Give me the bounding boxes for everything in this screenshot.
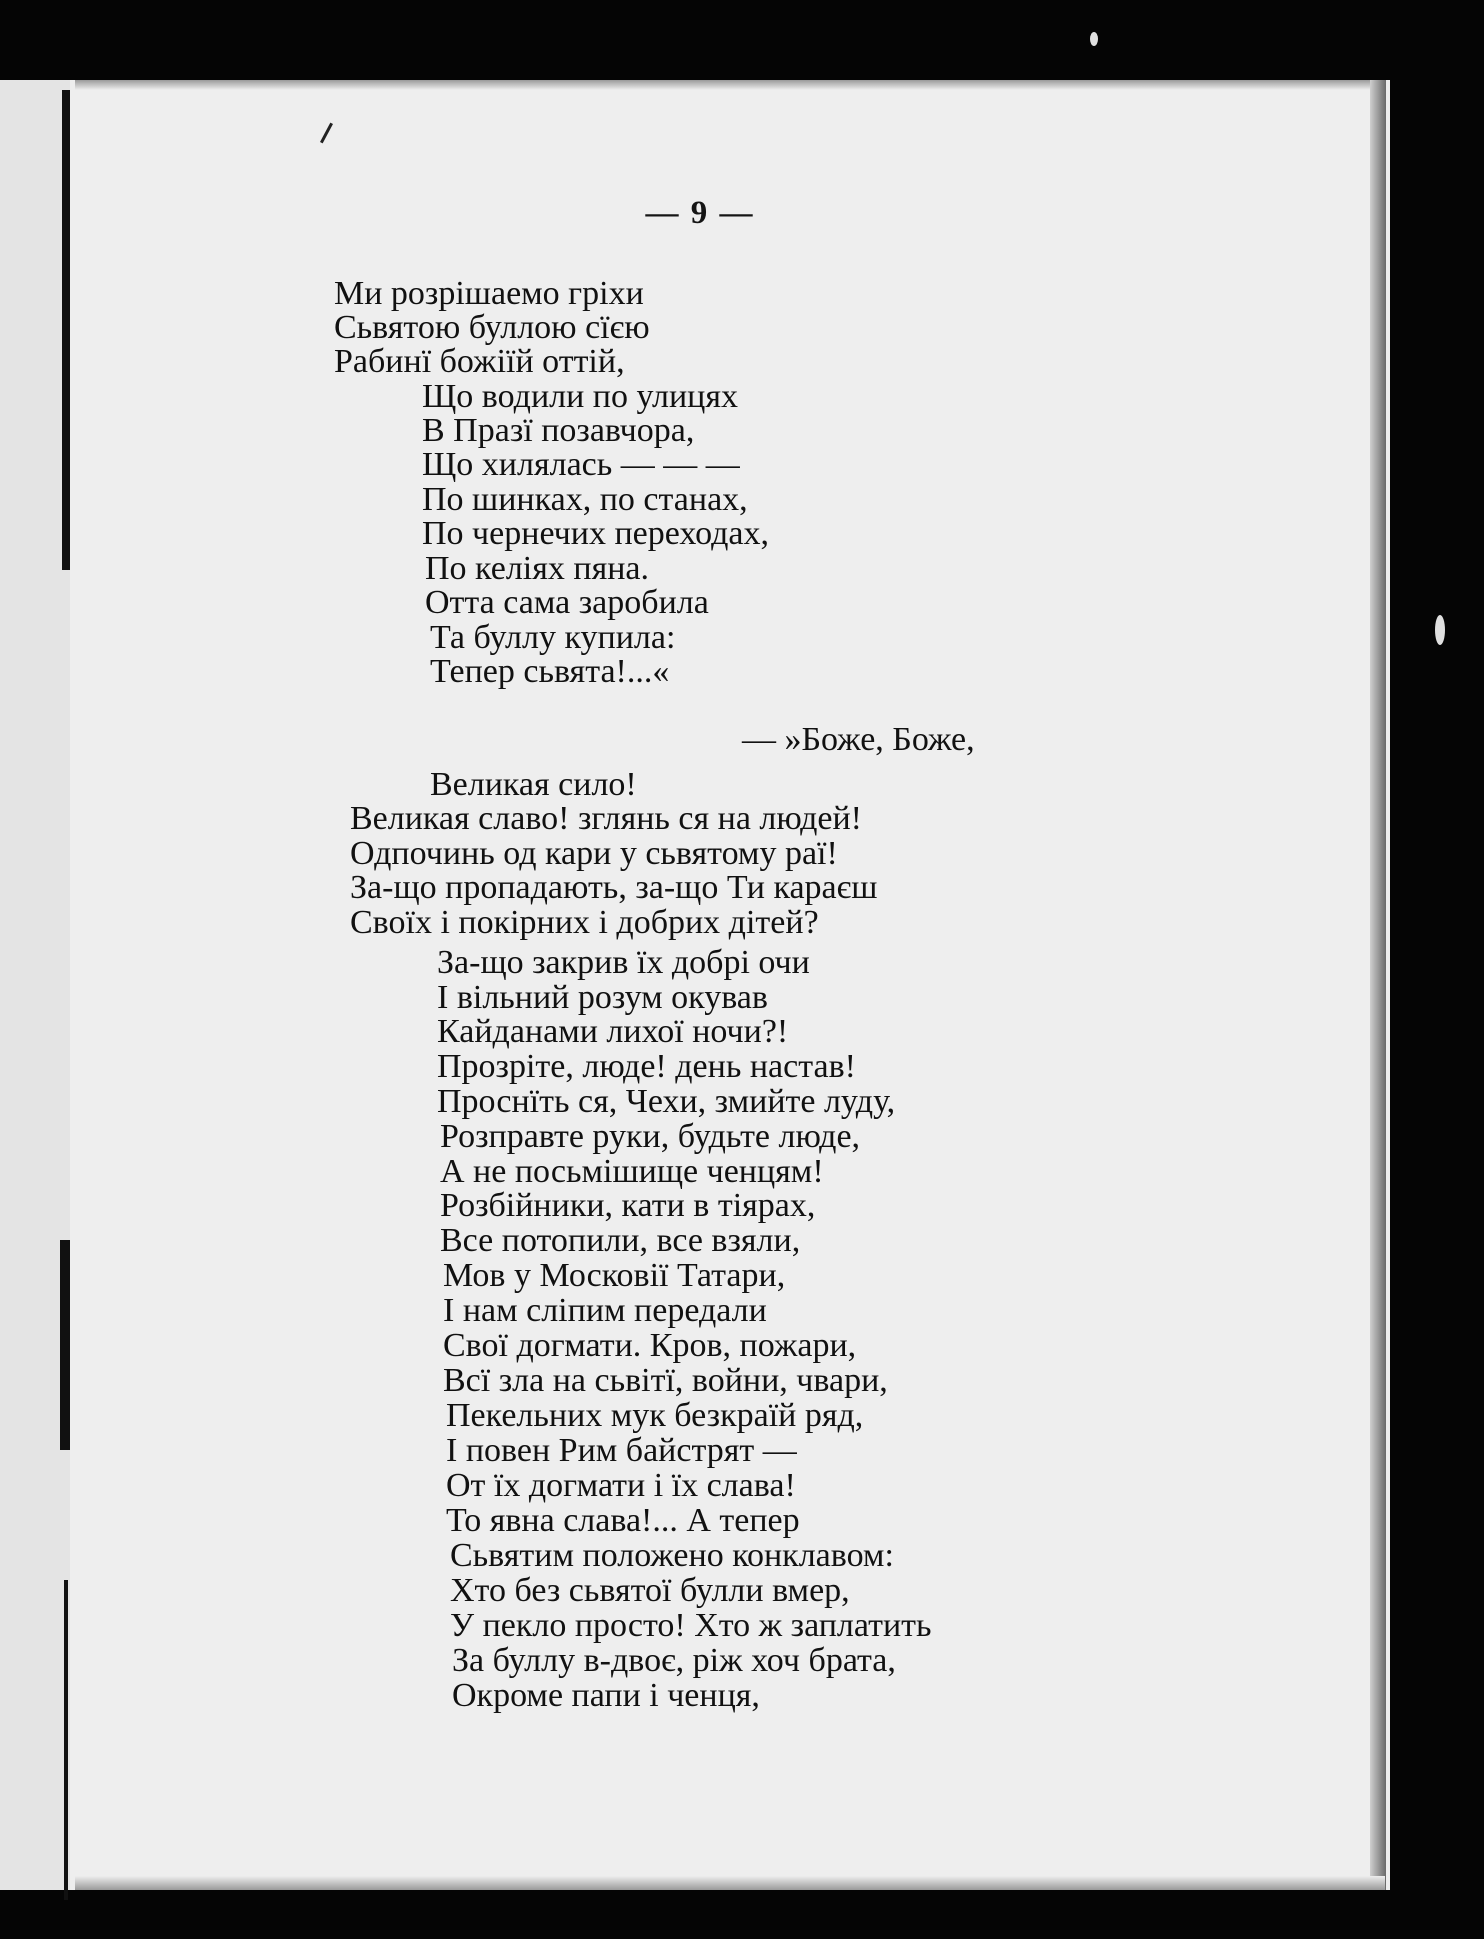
poem-line: Тепер сьвята!...« — [430, 653, 670, 690]
poem-line: В Празї позавчора, — [422, 412, 695, 449]
poem-line: Розбійники, кати в тіярах, — [440, 1187, 816, 1224]
poem-line: Хто без сьвятої булли вмер, — [450, 1572, 850, 1609]
poem-line: — »Боже, Боже, — [742, 721, 975, 758]
poem-line: По чернечих переходах, — [422, 515, 770, 552]
poem-line: Прозріте, люде! день настав! — [437, 1048, 856, 1085]
poem-line: За-що закрив їх добрі очи — [437, 944, 810, 981]
poem-line: І нам сліпим передали — [443, 1292, 767, 1329]
poem-line: Окроме папи і ченця, — [452, 1677, 760, 1714]
page-right-shadow — [1370, 80, 1386, 1890]
scan-speck — [1435, 615, 1445, 645]
scan-speck — [1090, 32, 1098, 46]
poem-line: І повен Рим байстрят — — [446, 1432, 797, 1469]
poem-line: Отта сама заробила — [425, 584, 709, 621]
poem-line: От їх догмати і їх слава! — [446, 1467, 796, 1504]
poem-line: Великая сило! — [430, 766, 637, 803]
poem-line: А не посьмішище ченцям! — [440, 1153, 824, 1190]
poem-line: Мов у Московії Татари, — [443, 1257, 786, 1294]
edge-mark — [64, 1580, 68, 1900]
poem-line: І вільний розум окував — [437, 979, 768, 1016]
poem-line: За-що пропадають, за-що Ти караєш — [350, 869, 878, 906]
poem-line: За буллу в-двоє, ріж хоч брата, — [452, 1642, 896, 1679]
poem-line: Пекельних мук безкраїй ряд, — [446, 1397, 864, 1434]
poem-line: То явна слава!... А тепер — [446, 1502, 800, 1539]
edge-mark — [60, 1240, 70, 1450]
poem-line: Кайданами лихої ночи?! — [437, 1013, 789, 1050]
poem-line: Сьвятим положено конклавом: — [450, 1537, 894, 1574]
poem-line: Ми розрішаемо гріхи — [334, 275, 644, 312]
poem-line: У пекло просто! Хто ж заплатить — [450, 1607, 932, 1644]
poem-line: Розправте руки, будьте люде, — [440, 1118, 861, 1155]
poem-line: Що хилялась — — — — [422, 446, 740, 483]
poem-line: Свої догмати. Кров, пожари, — [443, 1327, 857, 1364]
poem-line: Та буллу купила: — [430, 619, 676, 656]
poem-line: Що водили по улицях — [422, 378, 738, 415]
poem-line: Своїх і покірних і добрих дітей? — [350, 904, 819, 941]
page-number: — 9 — — [645, 195, 755, 231]
poem-line: Проснїть ся, Чехи, змийте луду, — [437, 1083, 896, 1120]
poem-line: Рабинї божіїй оттій, — [334, 343, 625, 380]
poem-line: По шинках, по станах, — [422, 481, 748, 518]
poem-line: Сьвятою буллою сїєю — [334, 309, 650, 346]
poem-line: По келіях пяна. — [425, 550, 649, 587]
poem-line: Всї зла на сьвітї, войни, чвари, — [443, 1362, 888, 1399]
poem-line: Все потопили, все взяли, — [440, 1222, 801, 1259]
poem-line: Одпочинь од кари у сьвятому раї! — [350, 835, 838, 872]
left-page-edge — [0, 80, 75, 1890]
poem-line: Великая славо! зглянь ся на людей! — [350, 800, 862, 837]
page-bottom-shadow — [75, 1876, 1385, 1890]
page-top-shadow — [75, 80, 1385, 90]
